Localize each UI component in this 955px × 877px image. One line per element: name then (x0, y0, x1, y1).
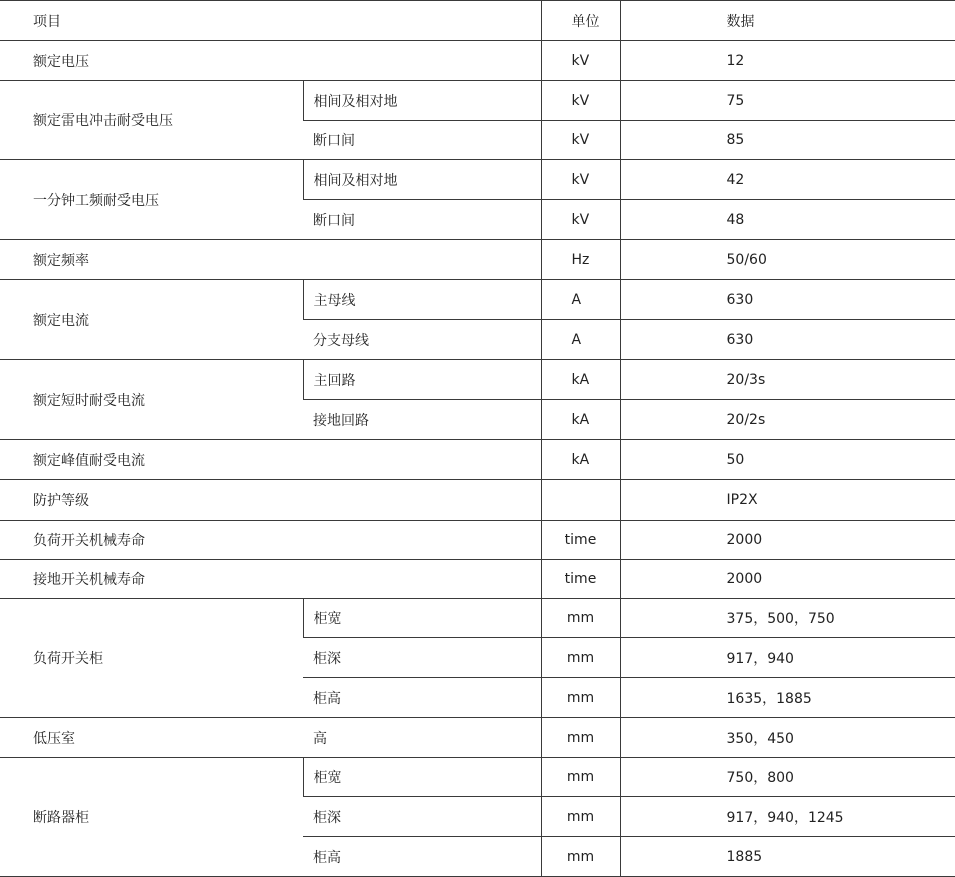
table-row (0, 360, 955, 400)
row-value: 375，500，750 (620, 599, 955, 638)
row-item: 负荷开关柜 (0, 599, 303, 718)
row-item: 额定峰值耐受电流 (0, 440, 541, 480)
row-unit: mm (541, 797, 620, 837)
row-value: 48 (620, 200, 955, 240)
row-value: 20/3s (620, 360, 955, 400)
row-subitem: 相间及相对地 (303, 81, 541, 121)
table-row (0, 521, 955, 560)
row-value: 20/2s (620, 400, 955, 440)
row-item: 防护等级 (0, 480, 541, 521)
row-unit: kA (541, 440, 620, 480)
row-unit: kV (541, 41, 620, 81)
row-subitem: 分支母线 (303, 320, 541, 360)
row-unit: mm (541, 758, 620, 797)
table-row (0, 480, 955, 521)
row-value: 42 (620, 160, 955, 200)
row-item: 额定雷电冲击耐受电压 (0, 81, 303, 160)
row-unit: kV (541, 200, 620, 240)
row-unit: kV (541, 81, 620, 121)
row-value: 85 (620, 121, 955, 160)
row-value: 75 (620, 81, 955, 121)
row-subitem: 高 (303, 718, 541, 758)
row-unit: mm (541, 678, 620, 718)
row-value: 630 (620, 280, 955, 320)
row-value: 1885 (620, 837, 955, 877)
row-unit: time (541, 521, 620, 560)
row-item: 额定频率 (0, 240, 541, 280)
row-subitem: 柜深 (303, 797, 541, 837)
row-value: 917，940，1245 (620, 797, 955, 837)
row-value: 1635，1885 (620, 678, 955, 718)
row-unit: kV (541, 121, 620, 160)
row-item: 断路器柜 (0, 758, 303, 877)
table-row (0, 240, 955, 280)
row-item: 接地开关机械寿命 (0, 560, 541, 599)
table-row (0, 280, 955, 320)
row-unit (541, 480, 620, 521)
row-unit: Hz (541, 240, 620, 280)
row-unit: A (541, 320, 620, 360)
row-unit: time (541, 560, 620, 599)
table-row (0, 440, 955, 480)
row-value: 2000 (620, 521, 955, 560)
row-subitem: 主母线 (303, 280, 541, 320)
row-subitem: 柜高 (303, 678, 541, 718)
row-subitem: 相间及相对地 (303, 160, 541, 200)
row-value: 2000 (620, 560, 955, 599)
row-subitem: 断口间 (303, 121, 541, 160)
row-value: 50 (620, 440, 955, 480)
row-item: 一分钟工频耐受电压 (0, 160, 303, 240)
header-unit: 单位 (541, 1, 620, 41)
row-value: 50/60 (620, 240, 955, 280)
row-unit: kV (541, 160, 620, 200)
table-row (0, 81, 955, 121)
table-row (0, 160, 955, 200)
row-value: 12 (620, 41, 955, 81)
row-item: 额定短时耐受电流 (0, 360, 303, 440)
table-header-row (0, 1, 955, 41)
row-subitem: 柜高 (303, 837, 541, 877)
row-unit: A (541, 280, 620, 320)
row-unit: mm (541, 599, 620, 638)
row-subitem: 断口间 (303, 200, 541, 240)
row-unit: mm (541, 638, 620, 678)
table-row (0, 41, 955, 81)
header-item: 项目 (0, 1, 541, 41)
row-value: 350，450 (620, 718, 955, 758)
row-value: 917，940 (620, 638, 955, 678)
row-value: 750，800 (620, 758, 955, 797)
row-subitem: 接地回路 (303, 400, 541, 440)
row-unit: mm (541, 718, 620, 758)
table-row (0, 599, 955, 638)
table-row (0, 718, 955, 758)
row-unit: mm (541, 837, 620, 877)
row-value: IP2X (620, 480, 955, 521)
table-row (0, 758, 955, 797)
row-subitem: 柜宽 (303, 599, 541, 638)
row-subitem: 主回路 (303, 360, 541, 400)
row-subitem: 柜宽 (303, 758, 541, 797)
row-value: 630 (620, 320, 955, 360)
row-subitem: 柜深 (303, 638, 541, 678)
header-value: 数据 (620, 1, 955, 41)
row-unit: kA (541, 360, 620, 400)
row-unit: kA (541, 400, 620, 440)
row-item: 负荷开关机械寿命 (0, 521, 541, 560)
row-item: 低压室 (0, 718, 303, 758)
table-row (0, 560, 955, 599)
row-item: 额定电流 (0, 280, 303, 360)
row-item: 额定电压 (0, 41, 541, 81)
